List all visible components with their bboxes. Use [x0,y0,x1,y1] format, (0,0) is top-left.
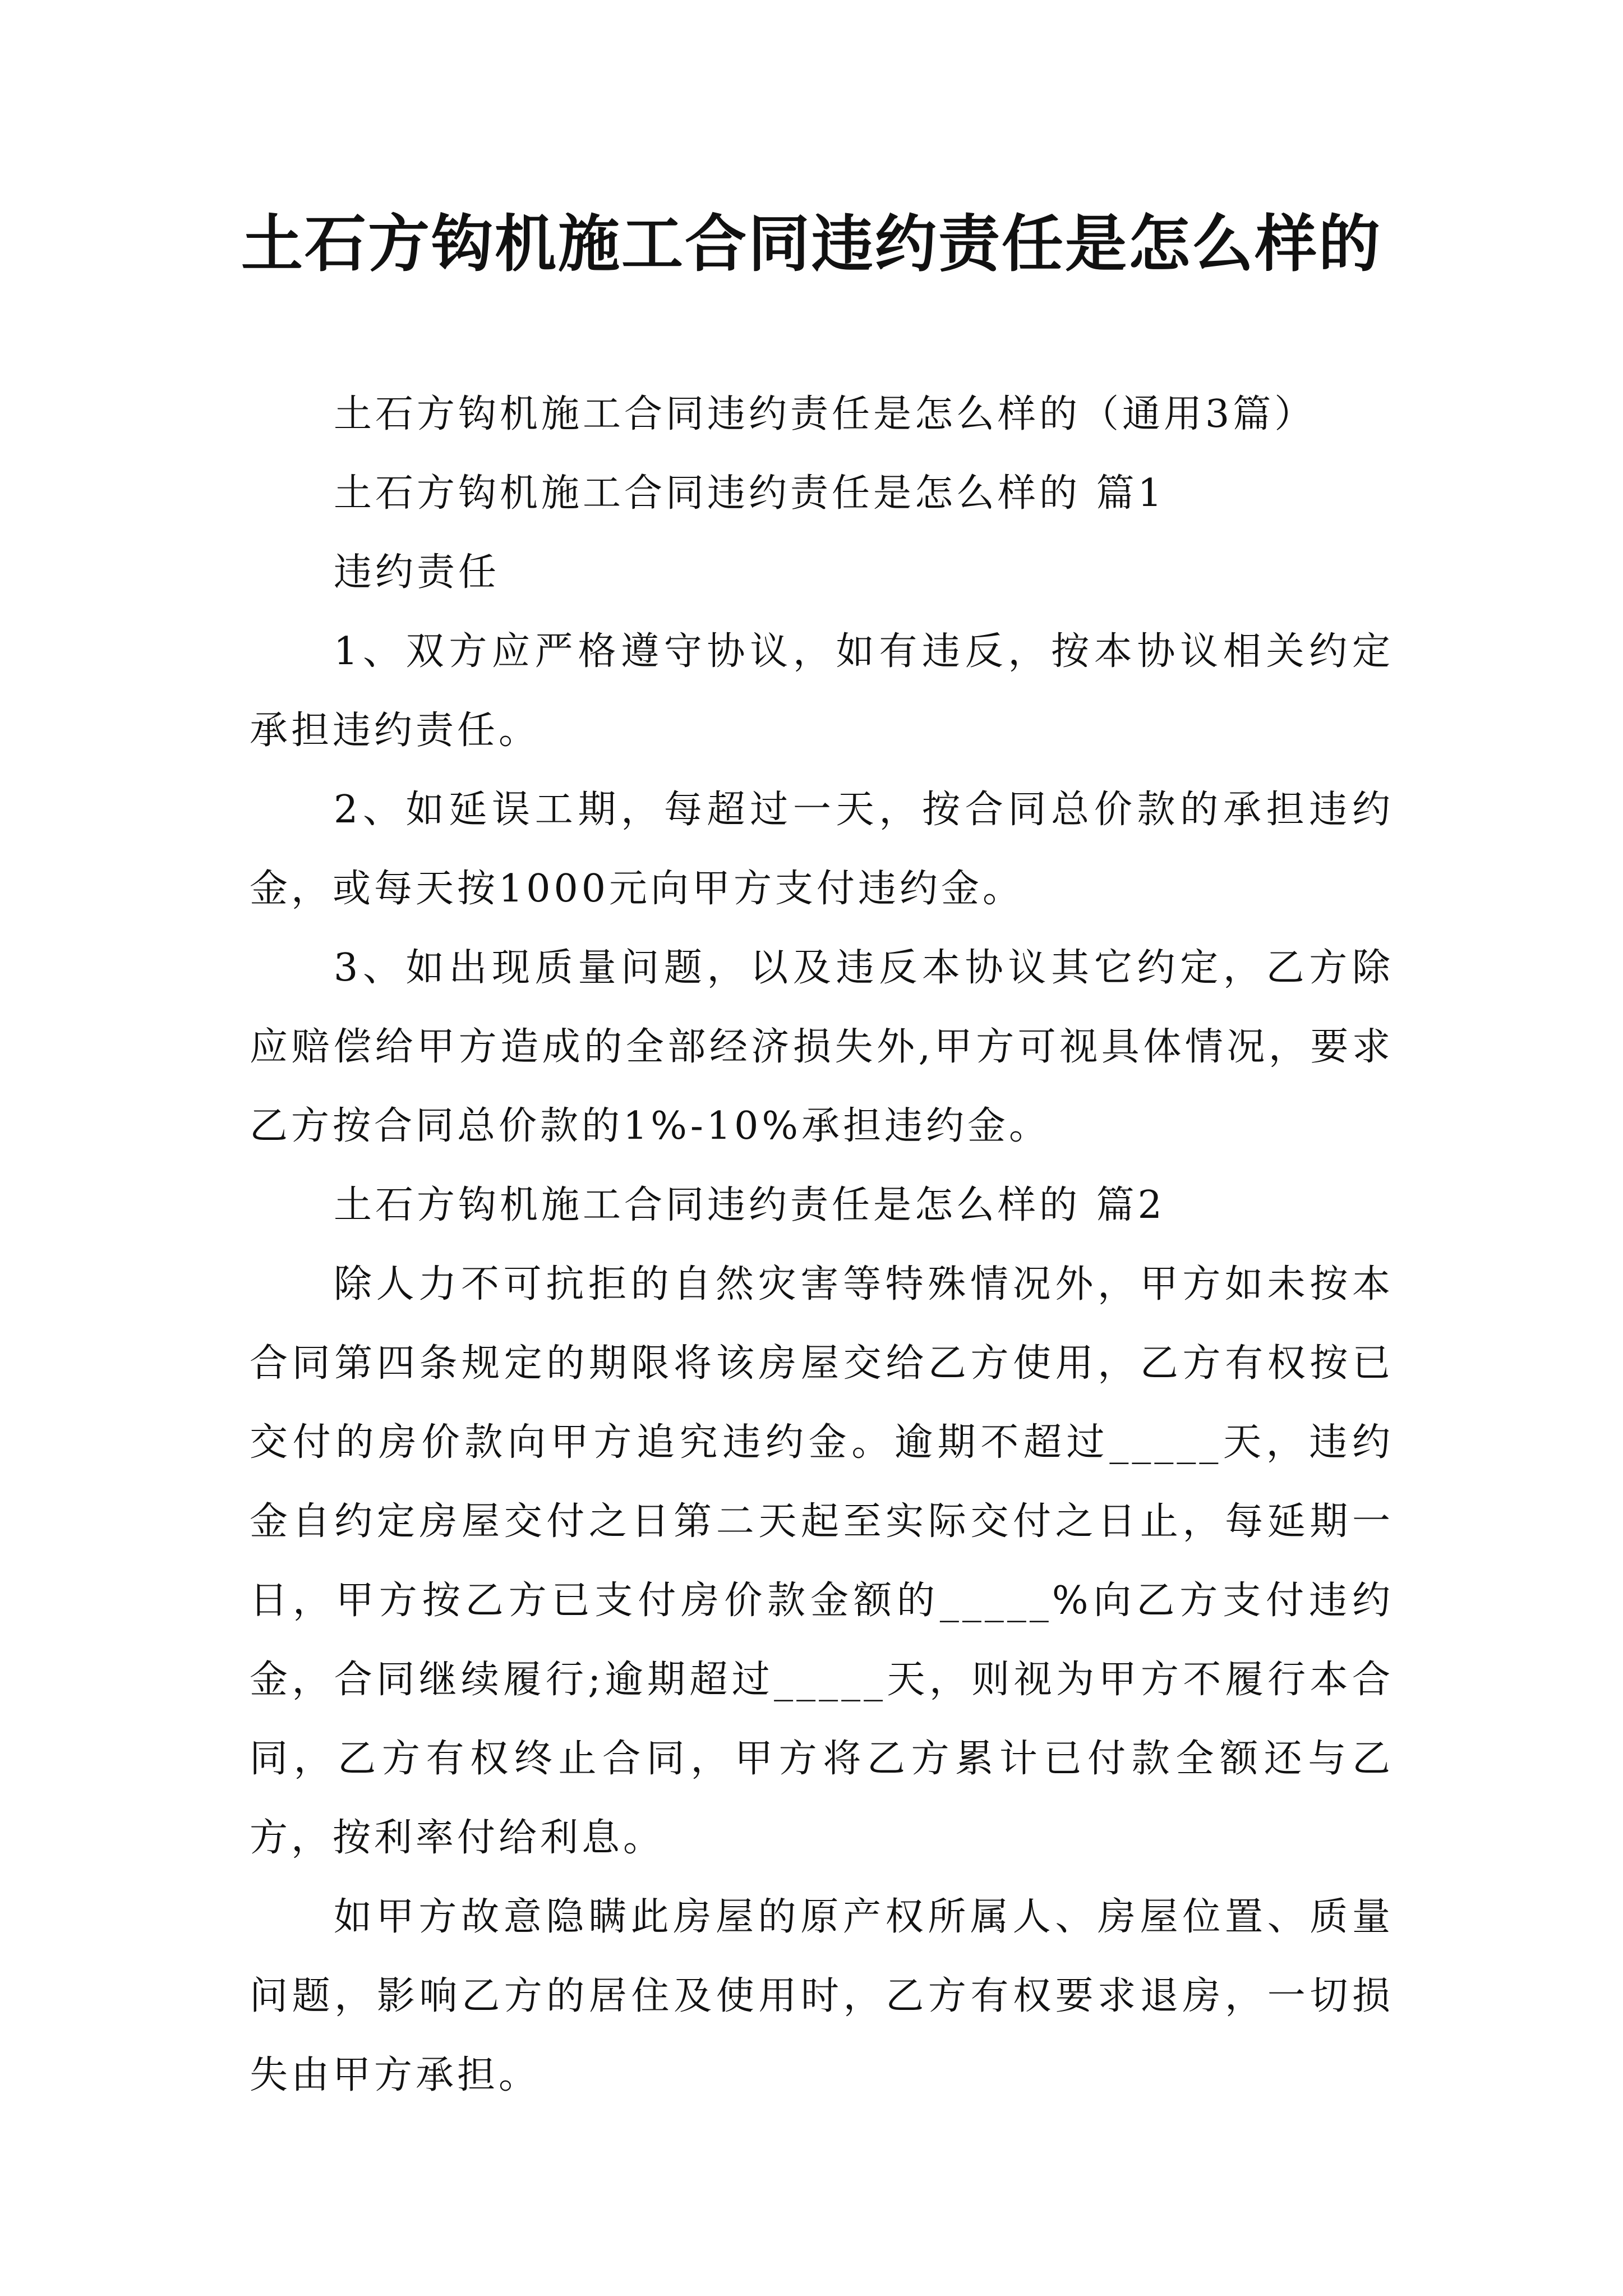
delivery-delay-paragraph: 除人力不可抗拒的自然灾害等特殊情况外，甲方如未按本合同第四条规定的期限将该房屋交给乙方使用，乙方有权按已交付的房价款向甲方追究违约金。逾期不超过_____天，违约金自约定房屋交付之日第二天起至实际交付之日止，每延期一日，甲方按乙方已支付房价款金额的_____%向乙方支付违约金，合同继续履行;逾期超过_____天，则视为甲方不履行本合同，乙方有权终止合同，甲方将乙方累计已付款全额还与乙方，按利率付给利息。 [250,1262,1394,1860]
clause-2-paragraph: 2、如延误工期，每超过一天，按合同总价款的承担违约金，或每天按1000元向甲方支付违约金。 [250,788,1394,911]
document-title: 土石方钩机施工合同违约责任是怎么样的 [241,208,1382,280]
clause-1-paragraph: 1、双方应严格遵守协议，如有违反，按本协议相关约定承担违约责任。 [250,629,1394,753]
document-body [250,375,1394,2115]
concealment-paragraph: 如甲方故意隐瞒此房屋的原产权所属人、房屋位置、质量问题，影响乙方的居住及使用时，乙方有权要求退房，一切损失由甲方承担。 [250,1895,1394,2097]
subheading-breach-liability: 违约责任 [334,550,500,595]
section-heading-2: 土石方钩机施工合同违约责任是怎么样的 篇2 [334,1183,1165,1227]
intro-paragraph: 土石方钩机施工合同违约责任是怎么样的（通用3篇） [334,392,1316,436]
section-heading-1: 土石方钩机施工合同违约责任是怎么样的 篇1 [334,471,1165,516]
clause-3-paragraph: 3、如出现质量问题，以及违反本协议其它约定，乙方除应赔偿给甲方造成的全部经济损失外,甲方可视具体情况，要求乙方按合同总价款的1%-10%承担违约金。 [250,946,1394,1148]
